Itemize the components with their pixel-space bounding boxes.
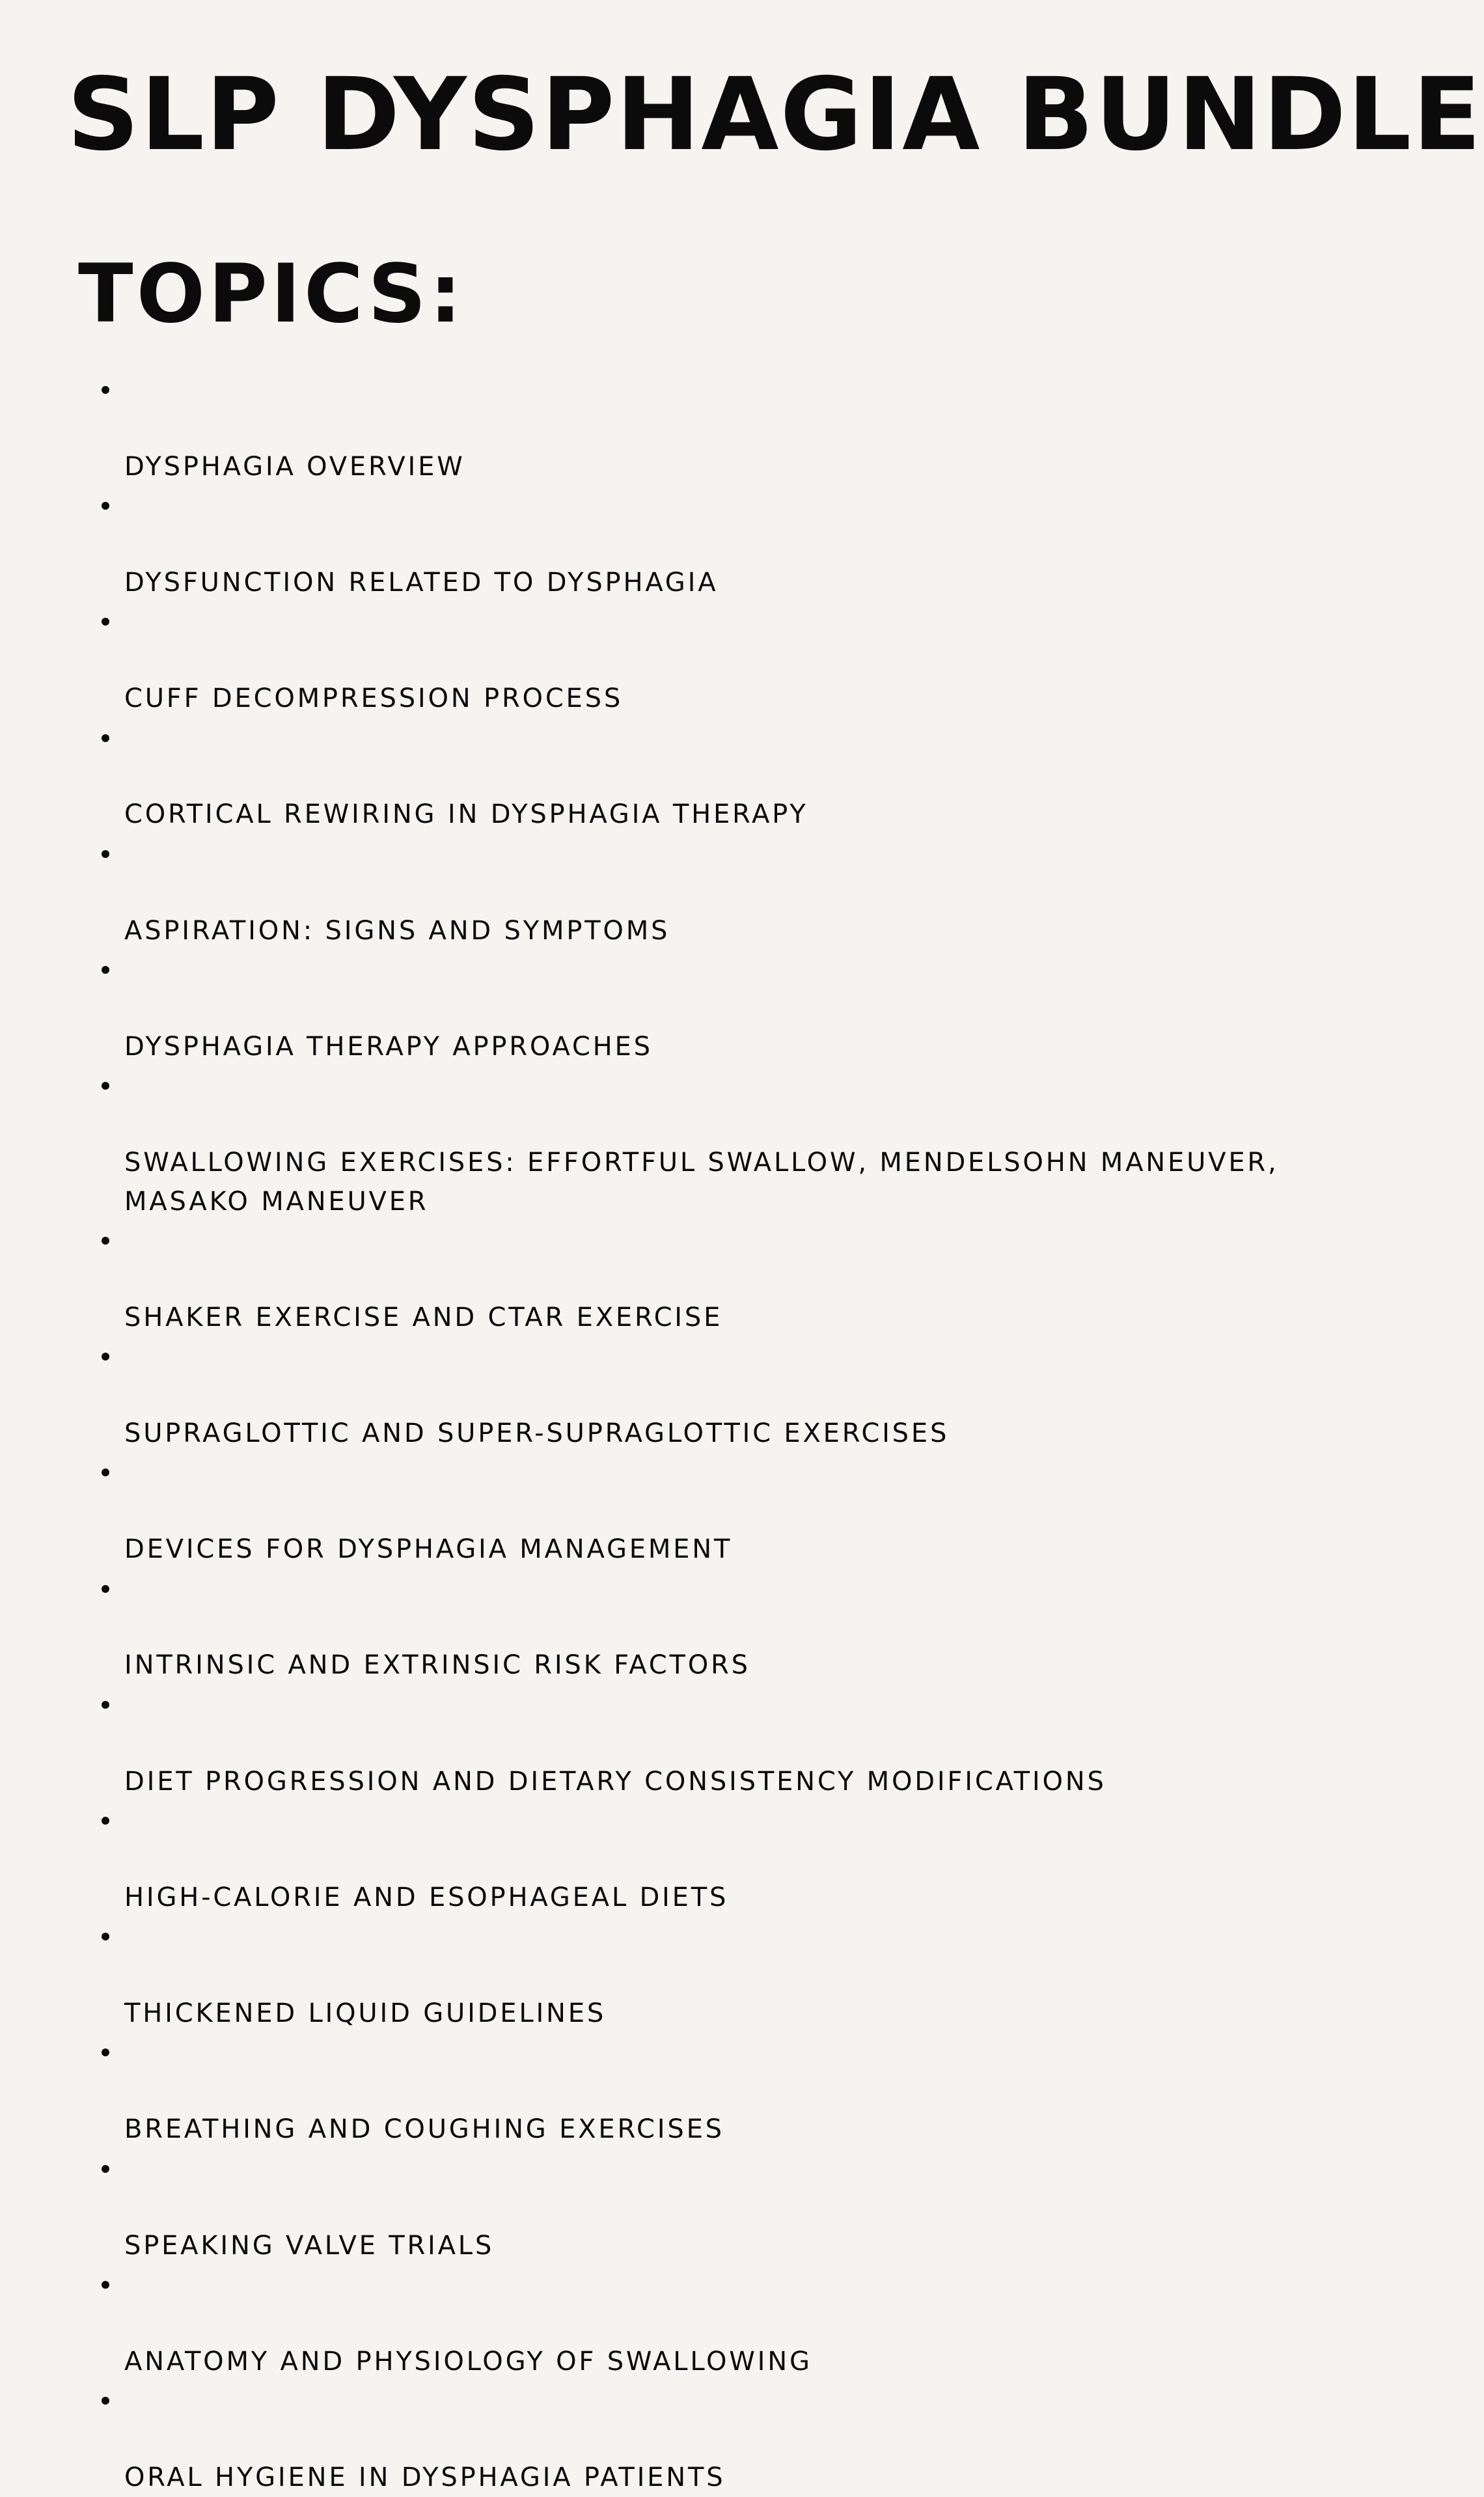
topic-item-shaker-ctar bbox=[99, 1221, 1401, 1337]
topic-item-diet-progression bbox=[99, 1685, 1401, 1801]
topic-text: SHAKER EXERCISE AND CTAR EXERCISE bbox=[124, 1302, 723, 1332]
bullet-icon bbox=[102, 1469, 109, 1476]
topic-text: CUFF DECOMPRESSION PROCESS bbox=[124, 683, 624, 714]
bullet-icon bbox=[102, 386, 109, 394]
topic-item-cortical-rewiring bbox=[99, 719, 1401, 835]
bullet-icon bbox=[102, 1817, 109, 1825]
topic-text: HIGH-CALORIE AND ESOPHAGEAL DIETS bbox=[124, 1882, 729, 1912]
topic-item-anatomy bbox=[99, 2265, 1401, 2381]
page-title: SLP DYSPHAGIA BUNDLE bbox=[67, 57, 1483, 173]
topic-text: INTRINSIC AND EXTRINSIC RISK FACTORS bbox=[124, 1650, 750, 1681]
topic-item-swallowing-exercises bbox=[99, 1066, 1401, 1221]
topic-item-high-calorie-diets bbox=[99, 1801, 1401, 1917]
bullet-icon bbox=[102, 1082, 109, 1090]
topics-heading: TOPICS: bbox=[78, 247, 465, 341]
topic-item-aspiration bbox=[99, 835, 1401, 950]
topic-text: SUPRAGLOTTIC AND SUPER-SUPRAGLOTTIC EXERCISES bbox=[124, 1418, 950, 1448]
topic-list bbox=[99, 370, 1401, 2497]
topic-item-therapy-approaches bbox=[99, 950, 1401, 1066]
topic-text: BREATHING AND COUGHING EXERCISES bbox=[124, 2114, 724, 2145]
topic-text: DYSPHAGIA OVERVIEW bbox=[124, 451, 465, 482]
bullet-icon bbox=[102, 1933, 109, 1940]
topic-item-supraglottic bbox=[99, 1337, 1401, 1453]
bullet-icon bbox=[102, 502, 109, 510]
topic-text: ORAL HYGIENE IN DYSPHAGIA PATIENTS bbox=[124, 2462, 726, 2492]
bullet-icon bbox=[102, 1353, 109, 1360]
bullet-icon bbox=[102, 850, 109, 858]
topic-text: DEVICES FOR DYSPHAGIA MANAGEMENT bbox=[124, 1534, 733, 1565]
bullet-icon bbox=[102, 2281, 109, 2289]
topic-text: DYSFUNCTION RELATED TO DYSPHAGIA bbox=[124, 568, 719, 598]
topic-text: DYSPHAGIA THERAPY APPROACHES bbox=[124, 1031, 653, 1062]
bullet-icon bbox=[102, 1585, 109, 1593]
topic-text: SWALLOWING EXERCISES: EFFORTFUL SWALLOW, MENDELSOHN MANEUVER, MASAKO MANEUVER bbox=[124, 1148, 1279, 1217]
topic-item-dysfunction bbox=[99, 486, 1401, 602]
topic-item-cuff-decompression bbox=[99, 602, 1401, 718]
bullet-icon bbox=[102, 1701, 109, 1709]
topic-text: CORTICAL REWIRING IN DYSPHAGIA THERAPY bbox=[124, 799, 808, 830]
topic-text: ASPIRATION: SIGNS AND SYMPTOMS bbox=[124, 915, 670, 946]
bullet-icon bbox=[102, 2165, 109, 2173]
bullet-icon bbox=[102, 1237, 109, 1245]
topic-item-thickened-liquids bbox=[99, 1917, 1401, 2033]
topic-text: SPEAKING VALVE TRIALS bbox=[124, 2230, 495, 2261]
bullet-icon bbox=[102, 734, 109, 742]
bullet-icon bbox=[102, 2049, 109, 2056]
topic-text: DIET PROGRESSION AND DIETARY CONSISTENCY MODIFICATIONS bbox=[124, 1766, 1106, 1797]
topic-item-risk-factors bbox=[99, 1569, 1401, 1685]
topic-item-breathing-coughing bbox=[99, 2033, 1401, 2149]
topic-item-dysphagia-overview bbox=[99, 370, 1401, 486]
bullet-icon bbox=[102, 618, 109, 626]
topic-item-devices bbox=[99, 1453, 1401, 1569]
topic-item-speaking-valve bbox=[99, 2149, 1401, 2265]
topic-item-oral-hygiene bbox=[99, 2381, 1401, 2497]
topic-text: THICKENED LIQUID GUIDELINES bbox=[124, 1998, 607, 2029]
bullet-icon bbox=[102, 2397, 109, 2405]
bullet-icon bbox=[102, 966, 109, 974]
topic-text: ANATOMY AND PHYSIOLOGY OF SWALLOWING bbox=[124, 2346, 812, 2377]
